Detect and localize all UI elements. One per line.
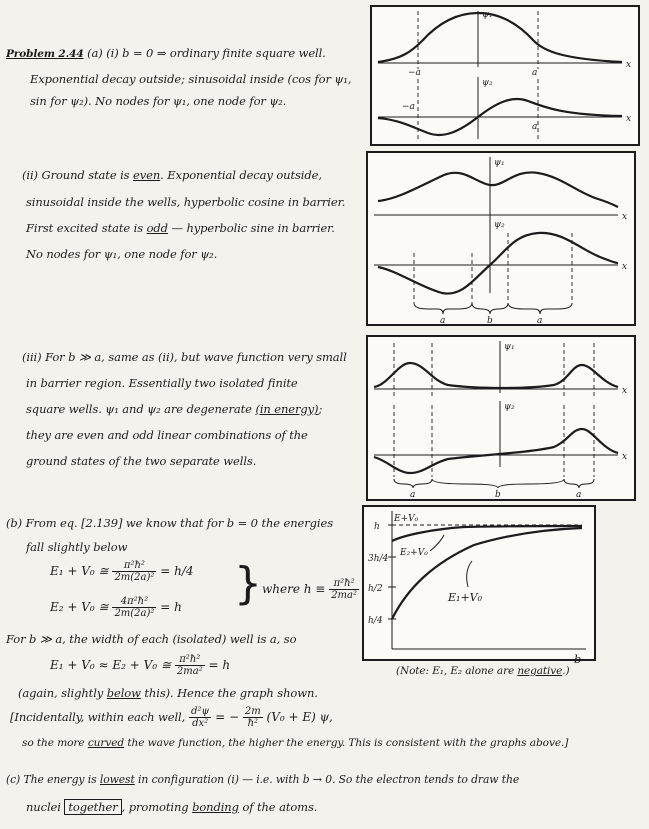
g2-a1-label: a: [440, 316, 446, 324]
part-b-line4-pre: (again, slightly: [18, 686, 107, 700]
part-c-line2-post: of the atoms.: [238, 800, 318, 814]
graph-2-svg: [368, 153, 634, 324]
graph-3-panel: [366, 335, 636, 501]
g1-left2-label: −a: [402, 102, 415, 112]
part-a-iii-line3-post: ;: [318, 402, 323, 416]
g3-a2-label: a: [576, 490, 582, 499]
part-a-ii-line1: [22, 166, 322, 185]
eq3-fraction: [175, 654, 205, 677]
equation-brace: }: [234, 558, 262, 609]
part-c-line2-mid: , promoting: [121, 800, 193, 814]
eq3-lhs: E₁ + V₀ ≈ E₂ + V₀ ≅: [50, 658, 172, 672]
part-b-line6-post: the wave function, the higher the energy. This is consistent with the graphs above.]: [124, 737, 569, 749]
part-b-line4-post: this). Hence the graph shown.: [140, 686, 318, 700]
part-a-ii-even: even: [133, 168, 161, 182]
graph-3-svg: [368, 337, 634, 499]
part-a-ii-line1-post: . Exponential decay outside,: [160, 168, 322, 182]
g1-psi1-label: ψ₁: [482, 10, 493, 20]
g1-psi1-curve: [378, 13, 622, 62]
graph-2-panel: [366, 151, 636, 326]
g4-note-pre: (Note: E₁, E₂ alone are: [396, 665, 518, 677]
eq3-rhs: = h: [208, 658, 231, 672]
g4-y-label: E+V₀: [394, 514, 419, 524]
part-a-ii-line3-post: — hyperbolic sine in barrier.: [167, 221, 335, 235]
line5-mid: = −: [215, 710, 240, 724]
where-den: 2ma²: [331, 590, 358, 601]
g4-h34-label: 3h/4: [368, 554, 389, 564]
where-num: π²ħ²: [329, 578, 359, 590]
g3-brace-a2: [564, 479, 594, 488]
g1-right-label: a: [532, 68, 538, 78]
part-c-line1-post: in configuration (i) — i.e. with b → 0. So the electron tends to draw the: [134, 773, 520, 786]
g4-note-negative: negative: [517, 665, 563, 677]
part-a-i-line3: sin for ψ₂). No nodes for ψ₁, one node for ψ₂.: [30, 94, 287, 108]
graph-4-panel: [362, 505, 596, 661]
g2-psi1-curve: [378, 172, 618, 207]
g1-x-label: x: [626, 60, 632, 70]
part-b-line5-pre: [Incidentally, within each well,: [10, 710, 186, 724]
g4-e1-pointer: [467, 561, 472, 587]
line5-post: (V₀ + E) ψ,: [266, 710, 333, 724]
graph-4-svg: [364, 507, 594, 659]
eq2-rhs: = h: [160, 600, 182, 614]
problem-title-line: [6, 44, 326, 64]
part-a-ii-line4: No nodes for ψ₁, one node for ψ₂.: [26, 247, 218, 261]
eq1-lhs: E₁ + V₀ ≅: [50, 564, 109, 578]
g4-e1-label: E₁+V₀: [448, 591, 483, 604]
g4-h12-label: h/2: [368, 584, 383, 594]
g4-note-post: .): [562, 665, 570, 677]
g2-x2-label: x: [622, 262, 628, 272]
part-b-line1: (b) From eq. [2.139] we know that for b = 0 the energies: [6, 516, 334, 530]
part-c-line2: [26, 798, 317, 817]
g4-x-label: b: [574, 652, 582, 666]
part-b-line6: [22, 734, 568, 753]
part-c-line2-pre: nuclei: [26, 800, 65, 814]
g3-psi1-curve: [374, 363, 618, 388]
g4-note: [396, 662, 570, 681]
g2-brace-b: [472, 303, 508, 314]
g2-brace-a2: [508, 303, 572, 314]
equation-e1: [50, 560, 194, 583]
g2-a2-label: a: [537, 316, 543, 324]
g3-brace-a1: [394, 479, 432, 488]
where-h-definition: [262, 578, 359, 601]
line5-num: d²ψ: [191, 706, 210, 717]
line5-den2: ħ²: [247, 718, 259, 729]
eq3-num: π²ħ²: [175, 654, 205, 666]
part-a-iii-line3-pre: square wells. ψ₁ and ψ₂ are degenerate: [26, 402, 256, 416]
part-c-together-box: together: [64, 799, 121, 815]
part-c-lowest: lowest: [99, 773, 135, 786]
part-b-line3: For b ≫ a, the width of each (isolated) well is a, so: [6, 632, 297, 646]
eq2-fraction: [112, 596, 156, 619]
equation-e2: [50, 596, 182, 619]
g2-b-label: b: [487, 316, 493, 324]
eq1-den: 2m(2a)²: [114, 572, 155, 583]
g4-h-label: h: [374, 522, 380, 532]
g2-x-label: x: [622, 212, 628, 222]
part-a-iii-line3: [26, 400, 322, 419]
part-a-ii-line1-pre: (ii) Ground state is: [22, 168, 134, 182]
eq1-rhs: = h/4: [160, 564, 194, 578]
eq1-num: π²ħ²: [112, 560, 156, 572]
eq3-den: 2ma²: [176, 666, 203, 677]
eq2-den: 2m(2a)²: [114, 608, 155, 619]
g3-psi1-label: ψ₁: [504, 342, 515, 352]
part-c-line1: [6, 770, 519, 789]
part-a-iii-in-energy: (in energy): [255, 402, 319, 416]
part-c-line1-pre: (c) The energy is: [6, 773, 100, 786]
eq2-num: 4π²ħ²: [112, 596, 156, 608]
part-b-line6-pre: so the more: [22, 737, 88, 749]
where-text: where h ≡: [262, 582, 326, 596]
part-c-bonding: bonding: [192, 800, 239, 814]
g2-psi2-label: ψ₂: [494, 220, 505, 230]
part-a-iii-line4: they are even and odd linear combinations of the: [26, 428, 308, 442]
g1-psi2-label: ψ₂: [482, 78, 493, 88]
graph-1-svg: [372, 7, 638, 144]
g4-e2-pointer: [430, 535, 444, 551]
eq1-fraction: [112, 560, 156, 583]
g2-psi1-label: ψ₁: [494, 158, 505, 168]
g3-x-label: x: [622, 386, 628, 396]
part-b-line2: fall slightly below: [26, 540, 128, 554]
problem-title: Problem 2.44: [6, 48, 84, 60]
part-a-ii-line3-pre: First excited state is: [26, 221, 147, 235]
g4-e2-label: E₂+V₀: [400, 548, 428, 558]
g3-b-label: b: [495, 490, 501, 499]
g4-h14-label: h/4: [368, 616, 383, 626]
where-fraction: [329, 578, 359, 601]
eq2-lhs: E₂ + V₀ ≅: [50, 600, 109, 614]
part-a-ii-line2: sinusoidal inside the wells, hyperbolic cosine in barrier.: [26, 195, 346, 209]
line5-fraction2: [243, 706, 263, 729]
part-a-iii-line1: (iii) For b ≫ a, same as (ii), but wave function very small: [22, 350, 347, 364]
g1-x2-label: x: [626, 114, 632, 124]
part-a-ii-odd: odd: [146, 221, 168, 235]
g1-right2-label: a: [532, 122, 538, 132]
g3-psi2-curve: [374, 429, 618, 473]
equation-e3: [50, 654, 230, 677]
g4-e1-curve: [392, 528, 582, 619]
part-b-line5: [10, 706, 333, 729]
graph-1-panel: [370, 5, 640, 146]
g3-a1-label: a: [410, 490, 416, 499]
g3-x2-label: x: [622, 452, 628, 462]
g2-brace-a1: [414, 303, 472, 314]
part-a-iii-line5: ground states of the two separate wells.: [26, 454, 257, 468]
g4-e2-curve: [392, 526, 582, 541]
part-a-iii-line2: in barrier region. Essentially two isolated finite: [26, 376, 298, 390]
g3-psi2-label: ψ₂: [504, 402, 515, 412]
part-a-i-line2: Exponential decay outside; sinusoidal inside (cos for ψ₁,: [30, 72, 352, 86]
line5-num2: 2m: [244, 706, 261, 717]
part-a-i-line1: (a) (i) b = 0 ⇒ ordinary finite square well.: [87, 46, 326, 60]
g1-left-label: −a: [408, 68, 421, 78]
part-b-below: below: [106, 686, 141, 700]
part-b-line4: [18, 684, 318, 703]
g3-brace-b: [432, 479, 564, 488]
line5-den: dx²: [192, 718, 209, 729]
part-a-ii-line3: [26, 219, 335, 238]
line5-fraction1: [189, 706, 211, 729]
part-b-curved: curved: [87, 737, 125, 749]
